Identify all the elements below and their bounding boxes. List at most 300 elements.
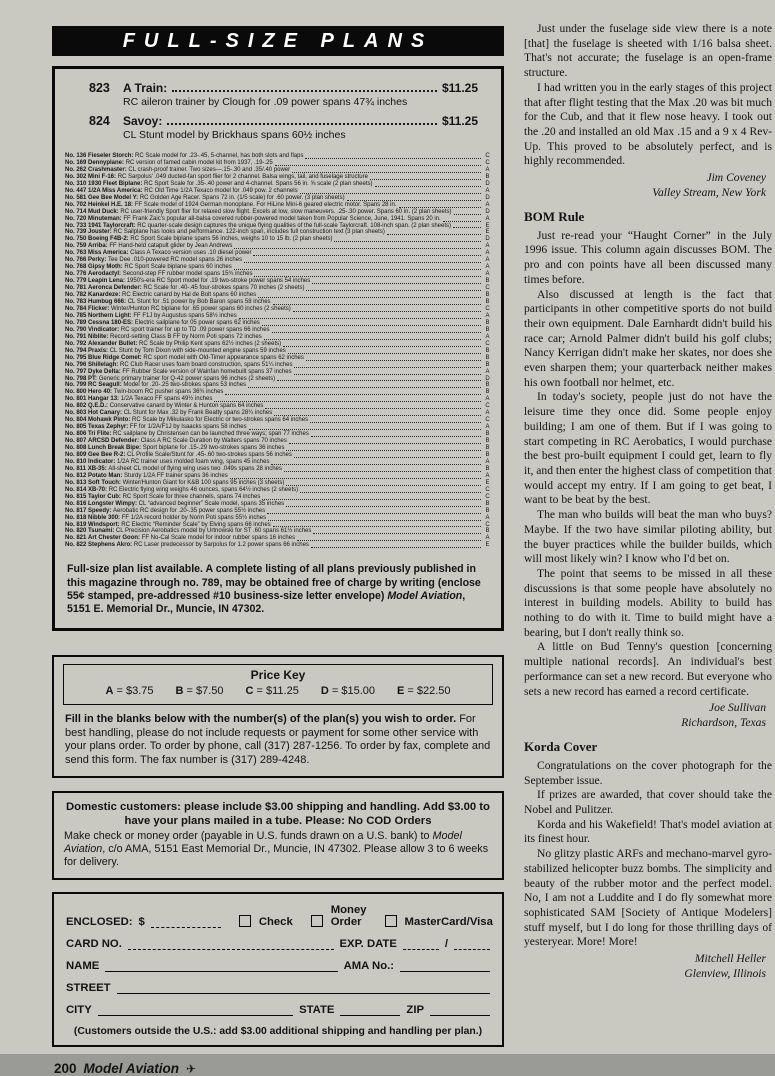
plan-description: RC Sport Scale for .35-.40 power and 4-channel. Spans 56 in. ⅝ scale (2 plan sheets) <box>144 180 373 187</box>
plan-number: No. 794 <box>65 347 89 354</box>
plan-name: Praxis: <box>88 347 110 354</box>
letter-author: Joe Sullivan <box>709 701 766 715</box>
plan-name: Flicker: <box>88 305 112 312</box>
plan-description: 1950's-era RC Sport model for .19 two-stroke power spans 54 inches <box>126 278 311 285</box>
enclosed-amount-blank[interactable] <box>151 916 221 928</box>
plan-name: 1/2A Miss America: <box>88 187 145 194</box>
plan-price-code: A <box>485 257 490 264</box>
plan-description: FF for 1/2A/F1J by Isaacks spans 58 inches <box>129 424 247 431</box>
plan-description: CL Stunt for .51 power by Bob Baron spans 58 inches <box>127 299 271 306</box>
plan-list-item <box>65 236 492 243</box>
plan-list-item <box>65 243 492 250</box>
plan-name: Boeing F4B-2: <box>88 236 131 243</box>
letter-author-location: Glenview, Illinois <box>684 966 766 980</box>
plan-name: Windsport: <box>88 521 122 528</box>
order-instructions-lead: Fill in the blanks below with the number(s) of the plan(s) you wish to order. <box>65 713 457 726</box>
plan-name: Tsunami: <box>88 528 116 535</box>
plan-name: Gipsy Moth: <box>88 264 125 271</box>
plan-list-item <box>65 466 492 473</box>
price-key-inner <box>63 664 493 705</box>
dotted-leader <box>275 165 481 166</box>
plan-list-item <box>65 528 492 535</box>
plan-number: No. 782 <box>65 292 89 299</box>
letter-author-location: Valley Stream, New York <box>652 185 766 199</box>
plan-price-code: A <box>485 333 490 340</box>
city-blank[interactable] <box>98 1004 293 1016</box>
plan-description: FF 1/2A record holder by Norm Poti spans 55½ inches <box>121 514 267 521</box>
plan-price-code: C <box>485 486 490 493</box>
featured-plan <box>89 81 478 108</box>
letter-paragraph: In today's society, people just do not have the leisure time they once did. Some people enjoy building; I am one of them. But if I was going to start competing in RC Aerobatics, I would purchase the best pro-built equipment I could get, learn to fly it, and then enter the highest class of competition that would accept my entry. If I am going to get beat, I want to be beat by the best. <box>524 390 772 507</box>
dotted-leader <box>286 506 481 507</box>
dollar-sign: $ <box>138 915 145 928</box>
letter-paragraph: Congratulations on the cover photograph for the September issue. <box>524 758 772 787</box>
plan-number: No. 804 <box>65 417 89 424</box>
plan-description: Twin-boom RC pusher spans 36¾ inches <box>113 389 224 396</box>
plan-name: Humbug 666: <box>88 299 128 306</box>
card-number-row <box>66 938 490 950</box>
plan-number: No. 783 <box>65 299 89 306</box>
plan-number: No. 776 <box>65 271 89 278</box>
dotted-leader <box>310 422 481 423</box>
plan-description: Electric sailplane for 05 power spans 62 inches <box>134 319 260 326</box>
dotted-leader <box>312 283 481 284</box>
plan-price-code: B <box>485 347 490 354</box>
plan-list-item <box>65 452 492 459</box>
dotted-leader <box>267 513 481 514</box>
plan-note-magazine-name: Model Aviation <box>387 589 463 602</box>
plan-price-code: A <box>485 424 490 431</box>
plan-number: No. 802 <box>65 403 89 410</box>
price-key-letter: D <box>320 685 329 698</box>
plan-list-item <box>65 348 492 355</box>
price-key-equals: = <box>253 685 267 698</box>
ama-number-blank[interactable] <box>400 960 490 972</box>
letter-signature <box>524 701 766 730</box>
plan-note-body: A complete listing of all plans previously published in this magazine through no. 789, may be obtained free of charge by writing (enclose 55¢ stamped, pre-addressed #10 business-size letter envelope) <box>67 563 481 602</box>
dotted-leader <box>306 290 481 291</box>
plan-list-item <box>65 487 492 494</box>
plan-number: No. 812 <box>65 472 89 479</box>
plan-name: Fieseler Storch: <box>88 153 136 159</box>
plan-list-item <box>65 438 492 445</box>
plan-description: RC Scale for .40-.45 four-strokes spans 70 inches (2 sheets) <box>143 285 305 292</box>
featured-plan-title-row <box>123 81 478 95</box>
plan-price-code: A <box>485 250 490 257</box>
plan-number: No. 733 <box>65 222 89 229</box>
plan-name: Aerodactyl: <box>88 271 123 278</box>
price-key-item <box>175 685 223 697</box>
price-key-equals: = <box>328 685 342 698</box>
plan-list-item <box>65 195 492 202</box>
plan-list-item <box>65 320 492 327</box>
plan-name: 1930 Fleet Biplane: <box>88 180 145 187</box>
plan-description: Generic primary trainer for Q-42 power spans 96 inches (2 sheets) <box>98 375 276 382</box>
name-blank[interactable] <box>105 960 337 972</box>
plan-price-code: A <box>485 271 490 278</box>
plan-name: RC Seagull: <box>88 382 124 389</box>
plan-name: Hero 40: <box>88 389 114 396</box>
price-key-equals: = <box>113 685 126 698</box>
street-blank[interactable] <box>117 982 490 994</box>
plan-price-code: C <box>485 493 490 500</box>
plan-price-code: B <box>485 507 490 514</box>
plan-list-item <box>65 181 492 188</box>
plan-price-code: B <box>485 361 490 368</box>
dotted-leader <box>370 179 481 180</box>
plan-description: FF Rubber Scale version of Wainfan homebuilt spans 37 inches <box>122 368 292 375</box>
plan-list-item <box>65 535 492 542</box>
plan-price-code: A <box>485 264 490 271</box>
plan-description: RC Sport Scale biplane spans 56 inches, weighs 10 to 15 lb. (2 plan sheets) <box>130 236 333 243</box>
plan-number: No. 816 <box>65 500 89 507</box>
check-label: Check <box>258 915 293 928</box>
letter-paragraph: If prizes are awarded, that cover should take the Nobel and Pulitzer. <box>524 788 772 817</box>
plan-name: Niblite: <box>88 333 111 340</box>
plan-number: No. 817 <box>65 507 89 514</box>
street-row <box>66 982 490 994</box>
dotted-leader <box>399 207 482 208</box>
plan-price-code: E <box>485 229 490 236</box>
plan-price-code: A <box>485 514 490 521</box>
plan-list-item <box>65 473 492 480</box>
plan-number: No. 447 <box>65 187 89 194</box>
featured-plan-price: $11.25 <box>441 114 478 128</box>
plan-list-item <box>65 341 492 348</box>
dotted-leader <box>230 478 481 479</box>
dotted-leader <box>264 339 481 340</box>
plan-list-item <box>65 410 492 417</box>
plan-price-code: B <box>485 326 490 333</box>
plan-price-code: E <box>485 479 490 486</box>
dotted-leader <box>334 241 481 242</box>
plan-price-code: D <box>485 236 490 243</box>
plan-list-item <box>65 355 492 362</box>
plan-description: RC sport trainer for up to TD .09 power spans 66 inches <box>120 326 270 333</box>
plan-list-item <box>65 160 492 167</box>
plan-price-code: A <box>485 410 490 417</box>
plan-description: CL crash-proof trainer. Two sizes—.15-.30 and .35/.40 power <box>128 166 291 173</box>
plan-list-item <box>65 250 492 257</box>
money-order-label: Money Order <box>330 903 367 928</box>
plan-name: PT: <box>88 375 99 382</box>
dotted-leader <box>277 380 481 381</box>
price-key-box <box>52 655 504 777</box>
plan-number: No. 808 <box>65 445 89 452</box>
plan-number: No. 796 <box>65 361 89 368</box>
plan-list-item <box>65 417 492 424</box>
plan-number: No. 818 <box>65 514 89 521</box>
plan-name: Miss America: <box>88 250 131 257</box>
ama-number-label: AMA No.: <box>343 959 394 972</box>
featured-plan-number: 823 <box>89 81 110 95</box>
plan-price-code: A <box>485 215 490 222</box>
plan-price-code: C <box>485 340 490 347</box>
plan-list-item <box>65 292 492 299</box>
exp-year-blank[interactable] <box>454 938 490 950</box>
plan-name: Art Chester Goon: <box>88 535 142 542</box>
plan-list-item <box>65 257 492 264</box>
price-key-letter: E <box>397 685 405 698</box>
dotted-leader <box>286 485 481 486</box>
featured-plan-description: CL Stunt model by Brickhaus spans 60½ inches <box>123 129 346 141</box>
plan-list-item <box>65 501 492 508</box>
plan-name: Potato Man: <box>88 472 125 479</box>
dotted-leader <box>286 450 481 451</box>
domestic-shipping-box <box>52 791 504 880</box>
plan-number: No. 801 <box>65 396 89 403</box>
plan-number: No. 799 <box>65 382 89 389</box>
plan-number: No. 766 <box>65 257 89 264</box>
plan-price-code: D <box>485 180 490 187</box>
plan-price-code: A <box>485 458 490 465</box>
plan-name: Shillelagh: <box>88 361 121 368</box>
plan-name: Hangar 13: <box>88 396 121 403</box>
featured-plan-number: 824 <box>89 114 110 128</box>
dotted-leader <box>272 332 481 333</box>
plan-list-item <box>65 431 492 438</box>
plan-list-item <box>65 369 492 376</box>
plan-price-code: A <box>485 396 490 403</box>
price-key-value: $15.00 <box>341 685 375 698</box>
plan-description: Winter/Hunton Giant for K&B 100 spans 95 inches (3 sheets) <box>122 479 285 486</box>
letter-paragraph: Just re-read your “Haught Corner” in the July 1996 issue. This column again discusses BOM. The pro and con points have all been discussed many times before. <box>524 228 772 286</box>
plan-description: CL “advanced beginner” Scale model, spans 35 inches <box>138 500 285 507</box>
plan-price-code: D <box>485 208 490 215</box>
plan-number: No. 789 <box>65 319 89 326</box>
plan-price-code: A <box>485 472 490 479</box>
zip-blank[interactable] <box>430 1004 490 1016</box>
dotted-leader <box>375 186 481 187</box>
plan-list-item <box>65 188 492 195</box>
dotted-leader <box>297 540 481 541</box>
plan-number: No. 792 <box>65 340 89 347</box>
plan-name: ARCSD Defender: <box>88 438 141 445</box>
letter-paragraph: No glitzy plastic ARFs and mechano-marvel gyro-stabilized helicopter buzz bombs. The simplicity and beauty of the rubber motor and the perfect model. No, I am not a Luddite and I do fly somewhat more sophisticated SAM [Society of Antique Modelers] stuff myself, but I do long for those thrilling days of yesteryear. More! More! <box>524 847 772 949</box>
dotted-leader <box>172 90 437 92</box>
mastercard-visa-checkbox[interactable] <box>385 915 397 927</box>
plan-number: No. 750 <box>65 236 89 243</box>
plan-list-item <box>65 202 492 209</box>
plan-number: No. 813 <box>65 479 89 486</box>
dotted-leader <box>262 499 481 500</box>
plan-number: No. 800 <box>65 389 89 396</box>
plan-description: RC Laser predecessor by Sarpolus for 1.2 power spans 66 inches <box>133 542 309 549</box>
plan-description: All-sheet CL model of flying wing uses two .049s spans 28 inches <box>108 465 282 472</box>
plan-name: Arriba: <box>88 243 110 250</box>
dotted-leader <box>239 318 481 319</box>
price-key-letter: C <box>245 685 254 698</box>
price-key-title: Price Key <box>250 668 306 683</box>
letter-paragraph: I had written you in the early stages of this project that after flight testing that the Max .20 was bit much for the Cub, and that it flew nose heavy. I took out the .20 and installed an old Max .15 and a 9 x 4 Rev-Up. This proved to be absolutely perfect, and is highly recommended. <box>524 80 772 168</box>
magazine-title: Model Aviation <box>83 1060 180 1076</box>
plan-list-item <box>65 153 492 160</box>
plan-number: No. 262 <box>65 166 89 173</box>
plan-list-item <box>65 216 492 223</box>
plan-name: Northern Light: <box>88 312 134 319</box>
plan-number: No. 798 <box>65 375 89 382</box>
price-key-letter: A <box>105 685 114 698</box>
plan-description: CL Profile Scale/Stunt for .45-.60 two-strokes spans 56 inches <box>127 451 292 458</box>
plan-name: Aeronca Defender: <box>88 285 144 292</box>
plan-description: RC version of famed cabin model kit from 1937, .19-.25 <box>125 159 273 166</box>
plan-list-item <box>65 285 492 292</box>
plan-price-code: A <box>485 187 490 194</box>
dotted-leader <box>244 262 481 263</box>
plan-price-code: C <box>485 521 490 528</box>
plan-price-code: B <box>485 451 490 458</box>
plan-number: No. 581 <box>65 194 89 201</box>
plan-number: No. 807 <box>65 438 89 445</box>
order-instructions-body: For best handling, please do not include requests or payment for some other service with your plans order. To order by phone, call (317) 287-1256. To order by fax, complete and send this form. The fax number is (317) 289-4248. <box>65 713 491 766</box>
dotted-leader <box>387 234 481 235</box>
plan-list-item <box>65 223 492 230</box>
plan-list-item <box>65 396 492 403</box>
letters-column <box>524 0 772 1054</box>
dotted-leader <box>313 533 481 534</box>
card-number-blank[interactable] <box>128 938 334 950</box>
plan-description: Sturdy 1/2A FF trainer spans 36 inches <box>124 472 228 479</box>
price-key-item <box>105 685 153 697</box>
plan-price-code: C <box>485 403 490 410</box>
letter-paragraph: Korda and his Wakefield! That's model aviation at its finest hour. <box>524 817 772 846</box>
plan-number: No. 805 <box>65 424 89 431</box>
plan-number: No. 768 <box>65 264 89 271</box>
dotted-leader <box>258 297 481 298</box>
plan-description: RC Golden Age Racer. Spans 72 in. (1/5 scale) for .60 power. (3 plan sheets) <box>139 194 345 201</box>
dotted-leader <box>294 374 481 375</box>
plan-description: RC Scale by Mikulasko for Electric or two-strokes spans 64 inches <box>132 417 309 424</box>
plan-description: Tee Dee .010-powered RC model spans 26 inches <box>108 257 243 264</box>
exp-month-blank[interactable] <box>403 938 439 950</box>
plan-price-code: A <box>485 243 490 250</box>
featured-plan-title-row <box>123 114 478 128</box>
plan-price-code: C <box>485 159 490 166</box>
plan-name: Gee Bee Model Y: <box>88 194 140 201</box>
plan-description: RC Scale by Philip Kent spans 62½ inches (2 sheets) <box>139 340 282 347</box>
plan-description: Conservative canard by Winter & Hunton spans 64 inches <box>109 403 264 410</box>
plan-name: Taylor Cub: <box>88 493 123 500</box>
plan-number: No. 702 <box>65 201 89 208</box>
plan-name: 1941 Taylorcraft: <box>88 222 138 229</box>
plan-name: Soft Touch: <box>88 479 123 486</box>
plan-price-code: B <box>485 389 490 396</box>
plan-description: Class A Texaco version uses .10 diesel power <box>130 250 252 257</box>
page-footer <box>54 1061 504 1076</box>
plan-number: No. 763 <box>65 250 89 257</box>
plan-price-code: B <box>485 299 490 306</box>
payment-instructions: Make check or money order (payable in U.S. funds drawn on a U.S. bank) to Model Aviation, c/o AMA, 5151 East Memorial Dr., Muncie, IN 47302. Please allow 3 to 6 weeks for delivery. <box>64 829 489 869</box>
plan-price-code: A <box>485 312 490 319</box>
dotted-leader <box>288 353 481 354</box>
check-checkbox[interactable] <box>239 915 251 927</box>
plan-name: Indicator: <box>88 458 118 465</box>
plan-price-code: A <box>485 166 490 173</box>
plan-name: Heinkel H.E. 18: <box>88 201 135 208</box>
dotted-leader <box>300 492 481 493</box>
dotted-leader <box>167 123 437 125</box>
plan-description: FF No-Cal Scale model for indoor rubber spans 16 inches <box>141 535 296 542</box>
plan-name: Dyke Delta: <box>88 368 123 375</box>
plan-name: Hot Canary: <box>88 410 124 417</box>
plan-price-code: B <box>485 438 490 445</box>
letter-section-heading: Korda Cover <box>524 739 598 755</box>
plan-number: No. 819 <box>65 521 89 528</box>
plan-number: No. 811 <box>65 465 88 472</box>
plan-description: CL Stunt by Tom Dixon with side-mounted engine spans 59 inches <box>109 347 286 354</box>
dotted-leader <box>262 325 481 326</box>
plan-name: Texas Zephyr: <box>88 424 130 431</box>
plan-price-code: B <box>485 528 490 535</box>
plan-list-item <box>65 494 492 501</box>
plan-number: No. 815 <box>65 493 89 500</box>
plan-description: RC Scale model for .23-.45, 5-channel, has both slots and flaps <box>135 153 304 159</box>
plan-description: RC sport model with Old-Timer appearance spans 62 inches <box>143 354 304 361</box>
plan-number: No. 302 <box>65 173 89 180</box>
dotted-leader <box>273 304 481 305</box>
plan-price-code: B <box>485 431 490 438</box>
plan-price-code: B <box>485 445 490 452</box>
plan-list-item <box>65 542 492 549</box>
plan-list-item <box>65 403 492 410</box>
plan-list-item <box>65 229 492 236</box>
letter-paragraph: A little on Bud Tenny's question [concerning multiple national records]. An individual's best performance can set a new record. But everyone who sets a new record has earned a record certificate. <box>524 640 772 698</box>
plan-description: Sport biplane for .15-.29 two-strokes spans 36 inches <box>142 445 285 452</box>
plan-name: Crashmaster: <box>88 166 129 173</box>
money-order-checkbox[interactable] <box>311 915 323 927</box>
dotted-leader <box>234 269 481 270</box>
plan-number: No. 806 <box>65 431 89 438</box>
card-number-label: CARD NO. <box>66 937 122 950</box>
plan-number: No. 739 <box>65 229 89 236</box>
page-number: 200 <box>54 1060 77 1076</box>
plan-name: Cessna 180-ES: <box>88 319 135 326</box>
plan-description: FF Scale model of 1924 German monoplane. For HiLine Mini-6 geared electric motor. Spans 28 in. <box>134 201 397 208</box>
plan-price-code: A <box>485 201 490 208</box>
dotted-leader <box>274 415 481 416</box>
dotted-leader <box>347 200 481 201</box>
letter-author: Jim Coveney <box>706 171 766 185</box>
plans-order-column <box>52 0 504 1076</box>
state-blank[interactable] <box>340 1004 400 1016</box>
plan-number: No. 779 <box>65 278 89 285</box>
plan-list-item <box>65 445 492 452</box>
airplane-icon: ✈ <box>186 1061 197 1076</box>
plan-number: No. 821 <box>65 535 89 542</box>
letter-paragraph: Just under the fuselage side view there is a note [that] the fuselage is sheeted with 1/16 balsa sheet. That's not accurate; the fuselage is an open-frame structure. <box>524 22 772 80</box>
dotted-leader <box>453 227 481 228</box>
plan-name: Gee Bee R-2: <box>88 451 128 458</box>
name-label: NAME <box>66 959 100 972</box>
plan-list-item <box>65 278 492 285</box>
plan-number: No. 785 <box>65 312 89 319</box>
price-key-equals: = <box>404 685 417 698</box>
dotted-leader <box>305 158 481 159</box>
price-key-value: $3.75 <box>125 685 154 698</box>
plan-price-code: C <box>485 285 490 292</box>
dotted-leader <box>292 172 481 173</box>
plan-list-item <box>65 480 492 487</box>
domestic-shipping-notice: Domestic customers: please include $3.00 shipping and handling. Add $3.00 to have your plans mailed in a tube. Please: No COD Orders <box>66 800 490 827</box>
payment-magazine-name: Model Aviation <box>64 829 462 855</box>
plan-number: No. 310 <box>65 180 89 187</box>
plan-price-code: B <box>485 382 490 389</box>
plan-name: Dennyplane: <box>88 159 126 166</box>
price-key-item <box>321 685 375 697</box>
name-row <box>66 960 490 972</box>
dotted-leader <box>225 394 481 395</box>
plan-price-code: B <box>485 173 490 180</box>
